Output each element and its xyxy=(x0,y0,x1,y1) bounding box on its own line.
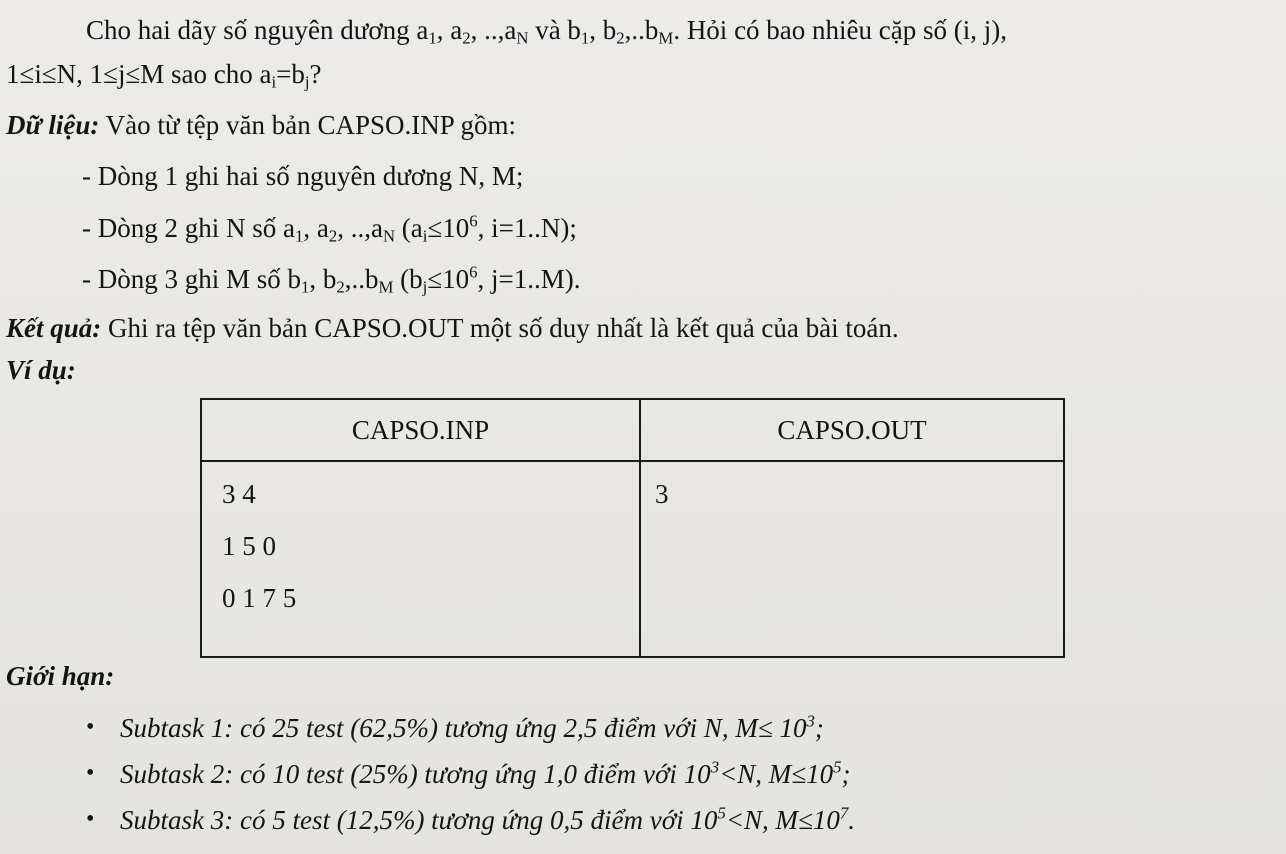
output-label: Kết quả: xyxy=(6,313,102,343)
table-header-row xyxy=(201,399,1064,461)
input-row-text: , j=1..M). xyxy=(477,264,581,294)
subtask-text: . xyxy=(848,805,855,835)
input-row-text: , i=1..N); xyxy=(477,213,577,243)
subscript: i xyxy=(271,72,277,92)
subscript: 1 xyxy=(301,277,310,297)
bullet-icon: • xyxy=(86,806,95,832)
bullet-icon: • xyxy=(86,714,95,740)
subtask-2 xyxy=(120,758,850,790)
example-heading xyxy=(6,354,76,386)
intro-text: , ..,a xyxy=(470,15,517,45)
input-line: 3 4 xyxy=(222,479,256,509)
input-row-text: - Dòng 1 ghi hai số nguyên dương N, M; xyxy=(82,161,524,191)
subscript: 2 xyxy=(462,28,471,48)
superscript: 5 xyxy=(717,803,726,823)
subscript: 1 xyxy=(580,28,590,48)
intro-text: ,..b xyxy=(624,15,659,45)
limits-label: Giới hạn: xyxy=(6,661,115,691)
output-cell xyxy=(640,461,1064,657)
subscript: 2 xyxy=(336,277,345,297)
superscript: 7 xyxy=(839,803,849,823)
subscript: j xyxy=(422,277,428,297)
header-input-file: CAPSO.INP xyxy=(201,399,640,461)
input-row-text: - Dòng 3 ghi M số b xyxy=(82,264,302,294)
intro-text: và b xyxy=(528,15,581,45)
subtask-text: ; xyxy=(814,713,824,743)
input-row-2 xyxy=(82,212,577,244)
output-heading xyxy=(6,312,899,344)
subtask-text: Subtask 1: có 25 test (62,5%) tương ứng 2,5 điểm với N, M≤ 10 xyxy=(120,713,807,743)
intro-text: , b xyxy=(589,15,617,45)
input-row-3 xyxy=(82,263,581,295)
subscript: M xyxy=(378,277,394,297)
input-label: Dữ liệu: xyxy=(6,110,100,140)
subtask-text: Subtask 2: có 10 test (25%) tương ứng 1,0 điểm với 10 xyxy=(120,759,711,789)
intro-text: =b xyxy=(276,59,305,89)
intro-text: . Hỏi có bao nhiêu cặp số (i, j), xyxy=(673,15,1007,45)
input-heading xyxy=(6,109,516,141)
input-row-text: , a xyxy=(303,213,329,243)
subtask-text: <N, M≤10 xyxy=(719,759,834,789)
input-row-text: ,..b xyxy=(344,264,379,294)
subscript: 2 xyxy=(616,28,625,48)
input-heading-text: Vào từ tệp văn bản CAPSO.INP gồm: xyxy=(99,110,517,140)
input-line: 0 1 7 5 xyxy=(222,583,297,613)
subscript: 2 xyxy=(328,226,338,246)
input-row-text: , ..,a xyxy=(337,213,383,243)
subscript: j xyxy=(304,72,310,92)
superscript: 6 xyxy=(469,262,478,282)
subscript: N xyxy=(382,226,396,246)
input-row-text: (a xyxy=(395,213,423,243)
input-row-text: (b xyxy=(393,264,423,294)
input-line: 1 5 0 xyxy=(222,531,276,561)
subtask-3 xyxy=(120,804,855,836)
output-line: 3 xyxy=(655,479,669,509)
subscript: M xyxy=(658,28,674,48)
intro-text: ? xyxy=(309,59,322,89)
bullet-icon: • xyxy=(86,760,95,786)
subtask-text: ; xyxy=(841,759,851,789)
superscript: 3 xyxy=(806,711,815,731)
subscript: N xyxy=(516,28,529,48)
intro-line-1 xyxy=(86,14,1007,46)
subtask-text: Subtask 3: có 5 test (12,5%) tương ứng 0,5 điểm với 10 xyxy=(120,805,718,835)
header-output-file: CAPSO.OUT xyxy=(640,399,1064,461)
superscript: 3 xyxy=(710,757,720,777)
table-row xyxy=(201,461,1064,657)
input-row-1 xyxy=(82,160,523,192)
input-row-text: ≤10 xyxy=(427,264,470,294)
input-row-text: - Dòng 2 ghi N số a xyxy=(82,213,295,243)
subtask-1 xyxy=(120,712,824,744)
subscript: 1 xyxy=(294,226,304,246)
example-label: Ví dụ: xyxy=(6,355,76,385)
intro-text: Cho hai dãy số nguyên dương a xyxy=(86,15,429,45)
input-row-text: ≤10 xyxy=(427,213,470,243)
intro-text: , a xyxy=(436,15,463,45)
superscript: 6 xyxy=(469,211,478,231)
subtask-text: <N, M≤10 xyxy=(725,805,840,835)
subscript: 1 xyxy=(428,28,437,48)
intro-text: 1≤i≤N, 1≤j≤M sao cho a xyxy=(6,59,272,89)
superscript: 5 xyxy=(833,757,842,777)
input-row-text: , b xyxy=(309,264,337,294)
output-heading-text: Ghi ra tệp văn bản CAPSO.OUT một số duy nhất là kết quả của bài toán. xyxy=(101,313,899,343)
example-table xyxy=(200,398,1065,658)
subscript: i xyxy=(422,226,428,246)
input-cell xyxy=(201,461,640,657)
intro-line-2 xyxy=(6,58,322,90)
limits-heading xyxy=(6,660,114,692)
